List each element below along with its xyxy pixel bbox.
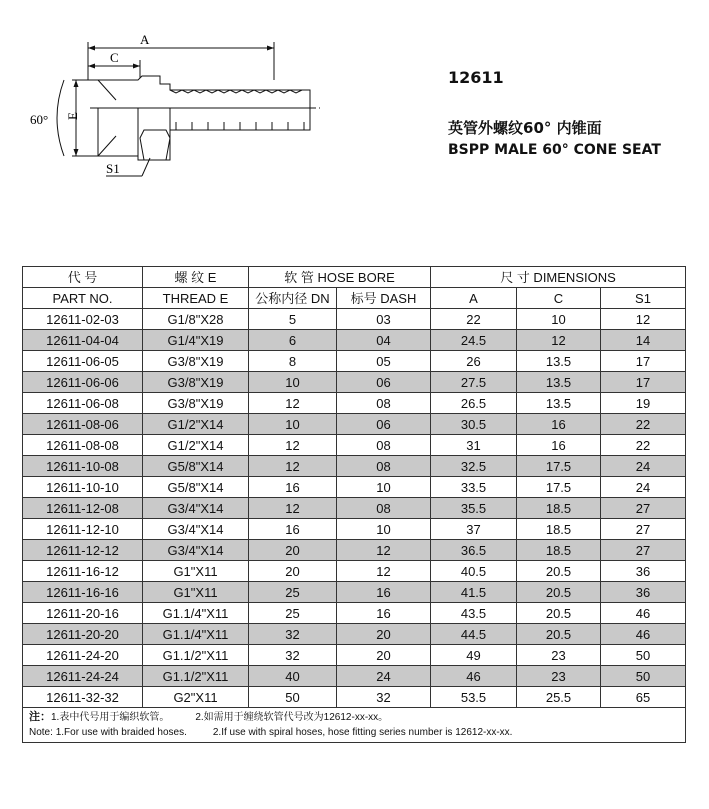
cell-dn: 16: [249, 477, 337, 498]
cell-thread: G3/4"X14: [143, 519, 249, 540]
cell-dim-s1: 27: [601, 519, 686, 540]
table-row: [23, 540, 686, 561]
label-s1: S1: [106, 161, 120, 176]
cell-dn: 32: [249, 624, 337, 645]
cell-dim-a: 40.5: [431, 561, 517, 582]
cell-thread: G3/4"X14: [143, 540, 249, 561]
table-row: [23, 456, 686, 477]
cell-part-no: 12611-16-16: [23, 582, 143, 603]
product-code: 12611: [448, 68, 504, 87]
cell-part-no: 12611-12-10: [23, 519, 143, 540]
cell-dim-c: 20.5: [517, 582, 601, 603]
cell-dim-s1: 22: [601, 414, 686, 435]
notes-en: [29, 725, 679, 740]
cell-thread: G1"X11: [143, 561, 249, 582]
cell-part-no: 12611-08-08: [23, 435, 143, 456]
table-row: [23, 330, 686, 351]
cell-part-no: 12611-06-08: [23, 393, 143, 414]
cell-dim-s1: 27: [601, 540, 686, 561]
cell-dash: 06: [337, 372, 431, 393]
cell-dim-s1: 24: [601, 477, 686, 498]
cell-dim-c: 18.5: [517, 540, 601, 561]
cell-dim-s1: 36: [601, 561, 686, 582]
cell-dim-a: 36.5: [431, 540, 517, 561]
cell-thread: G2"X11: [143, 687, 249, 708]
cell-part-no: 12611-20-16: [23, 603, 143, 624]
label-c: C: [110, 50, 119, 65]
cell-part-no: 12611-04-04: [23, 330, 143, 351]
table-row: [23, 645, 686, 666]
cell-dash: 20: [337, 624, 431, 645]
table-row: [23, 435, 686, 456]
cell-dim-c: 20.5: [517, 561, 601, 582]
table-row: [23, 498, 686, 519]
cell-dash: 10: [337, 477, 431, 498]
cell-dim-a: 41.5: [431, 582, 517, 603]
cell-dn: 10: [249, 372, 337, 393]
cell-dn: 6: [249, 330, 337, 351]
table-row: [23, 309, 686, 330]
table-row: [23, 603, 686, 624]
cell-dim-a: 26: [431, 351, 517, 372]
table-row: [23, 582, 686, 603]
cell-dn: 25: [249, 582, 337, 603]
cell-dim-c: 13.5: [517, 351, 601, 372]
cell-dn: 5: [249, 309, 337, 330]
cell-dim-a: 43.5: [431, 603, 517, 624]
cell-part-no: 12611-20-20: [23, 624, 143, 645]
cell-thread: G1"X11: [143, 582, 249, 603]
cell-dim-c: 13.5: [517, 372, 601, 393]
header-thread-en: THREAD E: [143, 288, 249, 309]
cell-dim-c: 10: [517, 309, 601, 330]
cell-dim-c: 13.5: [517, 393, 601, 414]
cell-dim-c: 18.5: [517, 519, 601, 540]
cell-dim-c: 20.5: [517, 624, 601, 645]
cell-dim-c: 18.5: [517, 498, 601, 519]
cell-thread: G1.1/2"X11: [143, 645, 249, 666]
cell-dim-a: 35.5: [431, 498, 517, 519]
cell-dn: 12: [249, 435, 337, 456]
title-block: [448, 68, 661, 158]
cell-dash: 04: [337, 330, 431, 351]
cell-dim-s1: 17: [601, 372, 686, 393]
cell-dn: 40: [249, 666, 337, 687]
note-en-1: 1.For use with braided hoses.: [55, 727, 187, 738]
cell-part-no: 12611-10-08: [23, 456, 143, 477]
cell-dn: 12: [249, 393, 337, 414]
cell-dim-s1: 19: [601, 393, 686, 414]
cell-dash: 32: [337, 687, 431, 708]
header-dn: 公称内径 DN: [249, 288, 337, 309]
cell-dim-a: 49: [431, 645, 517, 666]
cell-dim-a: 26.5: [431, 393, 517, 414]
header-row-cn: [23, 267, 686, 288]
cell-dim-a: 31: [431, 435, 517, 456]
cell-thread: G3/8"X19: [143, 372, 249, 393]
product-title-cn: 英管外螺纹60° 内锥面: [448, 119, 602, 137]
cell-dn: 16: [249, 519, 337, 540]
cell-dash: 10: [337, 519, 431, 540]
label-angle: 60°: [30, 112, 49, 127]
cell-dn: 25: [249, 603, 337, 624]
cell-dim-c: 23: [517, 666, 601, 687]
cell-thread: G3/4"X14: [143, 498, 249, 519]
note-en-2: 2.If use with spiral hoses, hose fitting series number is 12612-xx-xx.: [212, 727, 513, 738]
cell-part-no: 12611-16-12: [23, 561, 143, 582]
cell-dash: 08: [337, 498, 431, 519]
label-a: A: [140, 32, 150, 47]
cell-dn: 8: [249, 351, 337, 372]
notes-cn: [29, 710, 679, 725]
cell-part-no: 12611-08-06: [23, 414, 143, 435]
cell-part-no: 12611-10-10: [23, 477, 143, 498]
cell-dim-a: 37: [431, 519, 517, 540]
cell-dn: 10: [249, 414, 337, 435]
cell-dn: 20: [249, 561, 337, 582]
cell-dim-s1: 24: [601, 456, 686, 477]
table-row: [23, 561, 686, 582]
cell-dim-s1: 27: [601, 498, 686, 519]
cell-dash: 16: [337, 582, 431, 603]
cell-part-no: 12611-06-06: [23, 372, 143, 393]
cell-thread: G3/8"X19: [143, 393, 249, 414]
cell-dash: 16: [337, 603, 431, 624]
cell-dim-c: 25.5: [517, 687, 601, 708]
cell-part-no: 12611-24-24: [23, 666, 143, 687]
cell-dim-s1: 17: [601, 351, 686, 372]
cell-thread: G1.1/4"X11: [143, 624, 249, 645]
header-row-en: [23, 288, 686, 309]
cell-thread: G1/2"X14: [143, 414, 249, 435]
cell-part-no: 12611-02-03: [23, 309, 143, 330]
notes-cn-label: 注：: [29, 711, 51, 723]
cell-dim-a: 53.5: [431, 687, 517, 708]
fitting-drawing: [20, 18, 350, 193]
header-a: A: [431, 288, 517, 309]
header-c: C: [517, 288, 601, 309]
header-thread-cn: 螺 纹 E: [143, 267, 249, 288]
cell-dim-c: 12: [517, 330, 601, 351]
cell-dn: 20: [249, 540, 337, 561]
cell-dim-s1: 46: [601, 624, 686, 645]
cell-part-no: 12611-06-05: [23, 351, 143, 372]
cell-part-no: 12611-12-08: [23, 498, 143, 519]
cell-dash: 08: [337, 456, 431, 477]
cell-dash: 08: [337, 393, 431, 414]
cell-dim-c: 20.5: [517, 603, 601, 624]
header-part-en: PART NO.: [23, 288, 143, 309]
cell-dash: 12: [337, 561, 431, 582]
header-dash: 标号 DASH: [337, 288, 431, 309]
cell-thread: G1/8"X28: [143, 309, 249, 330]
cell-thread: G1.1/4"X11: [143, 603, 249, 624]
cell-dim-c: 17.5: [517, 456, 601, 477]
note-cn-2: 2.如需用于缠绕软管代号改为12612-xx-xx。: [195, 712, 389, 723]
cell-thread: G5/8"X14: [143, 456, 249, 477]
cell-dim-s1: 46: [601, 603, 686, 624]
cell-dim-a: 46: [431, 666, 517, 687]
cell-dim-a: 22: [431, 309, 517, 330]
cell-dn: 12: [249, 498, 337, 519]
cell-thread: G5/8"X14: [143, 477, 249, 498]
cell-dash: 08: [337, 435, 431, 456]
cell-thread: G1/4"X19: [143, 330, 249, 351]
cell-dim-c: 16: [517, 414, 601, 435]
header-dims-cn: 尺 寸 DIMENSIONS: [431, 267, 686, 288]
cell-dim-s1: 12: [601, 309, 686, 330]
cell-dash: 05: [337, 351, 431, 372]
cell-dim-s1: 50: [601, 666, 686, 687]
spec-table: [22, 266, 686, 743]
cell-dim-a: 32.5: [431, 456, 517, 477]
label-e: E: [65, 112, 80, 120]
cell-dash: 12: [337, 540, 431, 561]
header-part-cn: 代 号: [23, 267, 143, 288]
cell-part-no: 12611-24-20: [23, 645, 143, 666]
table-row: [23, 624, 686, 645]
product-title-en: BSPP MALE 60° CONE SEAT: [448, 142, 661, 158]
cell-dash: 24: [337, 666, 431, 687]
header-s1: S1: [601, 288, 686, 309]
table-row: [23, 393, 686, 414]
table-row: [23, 687, 686, 708]
table-row: [23, 519, 686, 540]
cell-dim-s1: 50: [601, 645, 686, 666]
cell-thread: G1/2"X14: [143, 435, 249, 456]
cell-dim-c: 17.5: [517, 477, 601, 498]
cell-dim-c: 23: [517, 645, 601, 666]
cell-part-no: 12611-32-32: [23, 687, 143, 708]
cell-dim-a: 24.5: [431, 330, 517, 351]
cell-dash: 20: [337, 645, 431, 666]
angle-arc: [57, 80, 64, 156]
cell-thread: G1.1/2"X11: [143, 666, 249, 687]
cell-dim-s1: 22: [601, 435, 686, 456]
cell-dash: 06: [337, 414, 431, 435]
cell-dn: 12: [249, 456, 337, 477]
cell-dn: 50: [249, 687, 337, 708]
cell-dim-s1: 36: [601, 582, 686, 603]
notes-en-label: Note:: [29, 727, 56, 738]
cell-dash: 03: [337, 309, 431, 330]
cell-thread: G3/8"X19: [143, 351, 249, 372]
cell-dim-a: 27.5: [431, 372, 517, 393]
cell-dim-s1: 65: [601, 687, 686, 708]
cell-dim-a: 33.5: [431, 477, 517, 498]
note-cn-1: 1.表中代号用于编织软管。: [51, 712, 170, 723]
table-row: [23, 477, 686, 498]
cell-part-no: 12611-12-12: [23, 540, 143, 561]
table-row: [23, 414, 686, 435]
cell-dim-a: 30.5: [431, 414, 517, 435]
notes-cell: [23, 708, 686, 743]
cell-dn: 32: [249, 645, 337, 666]
cell-dim-a: 44.5: [431, 624, 517, 645]
header-hose-cn: 软 管 HOSE BORE: [249, 267, 431, 288]
table-row: [23, 372, 686, 393]
table-row: [23, 351, 686, 372]
cell-dim-c: 16: [517, 435, 601, 456]
cell-dim-s1: 14: [601, 330, 686, 351]
table-row: [23, 666, 686, 687]
